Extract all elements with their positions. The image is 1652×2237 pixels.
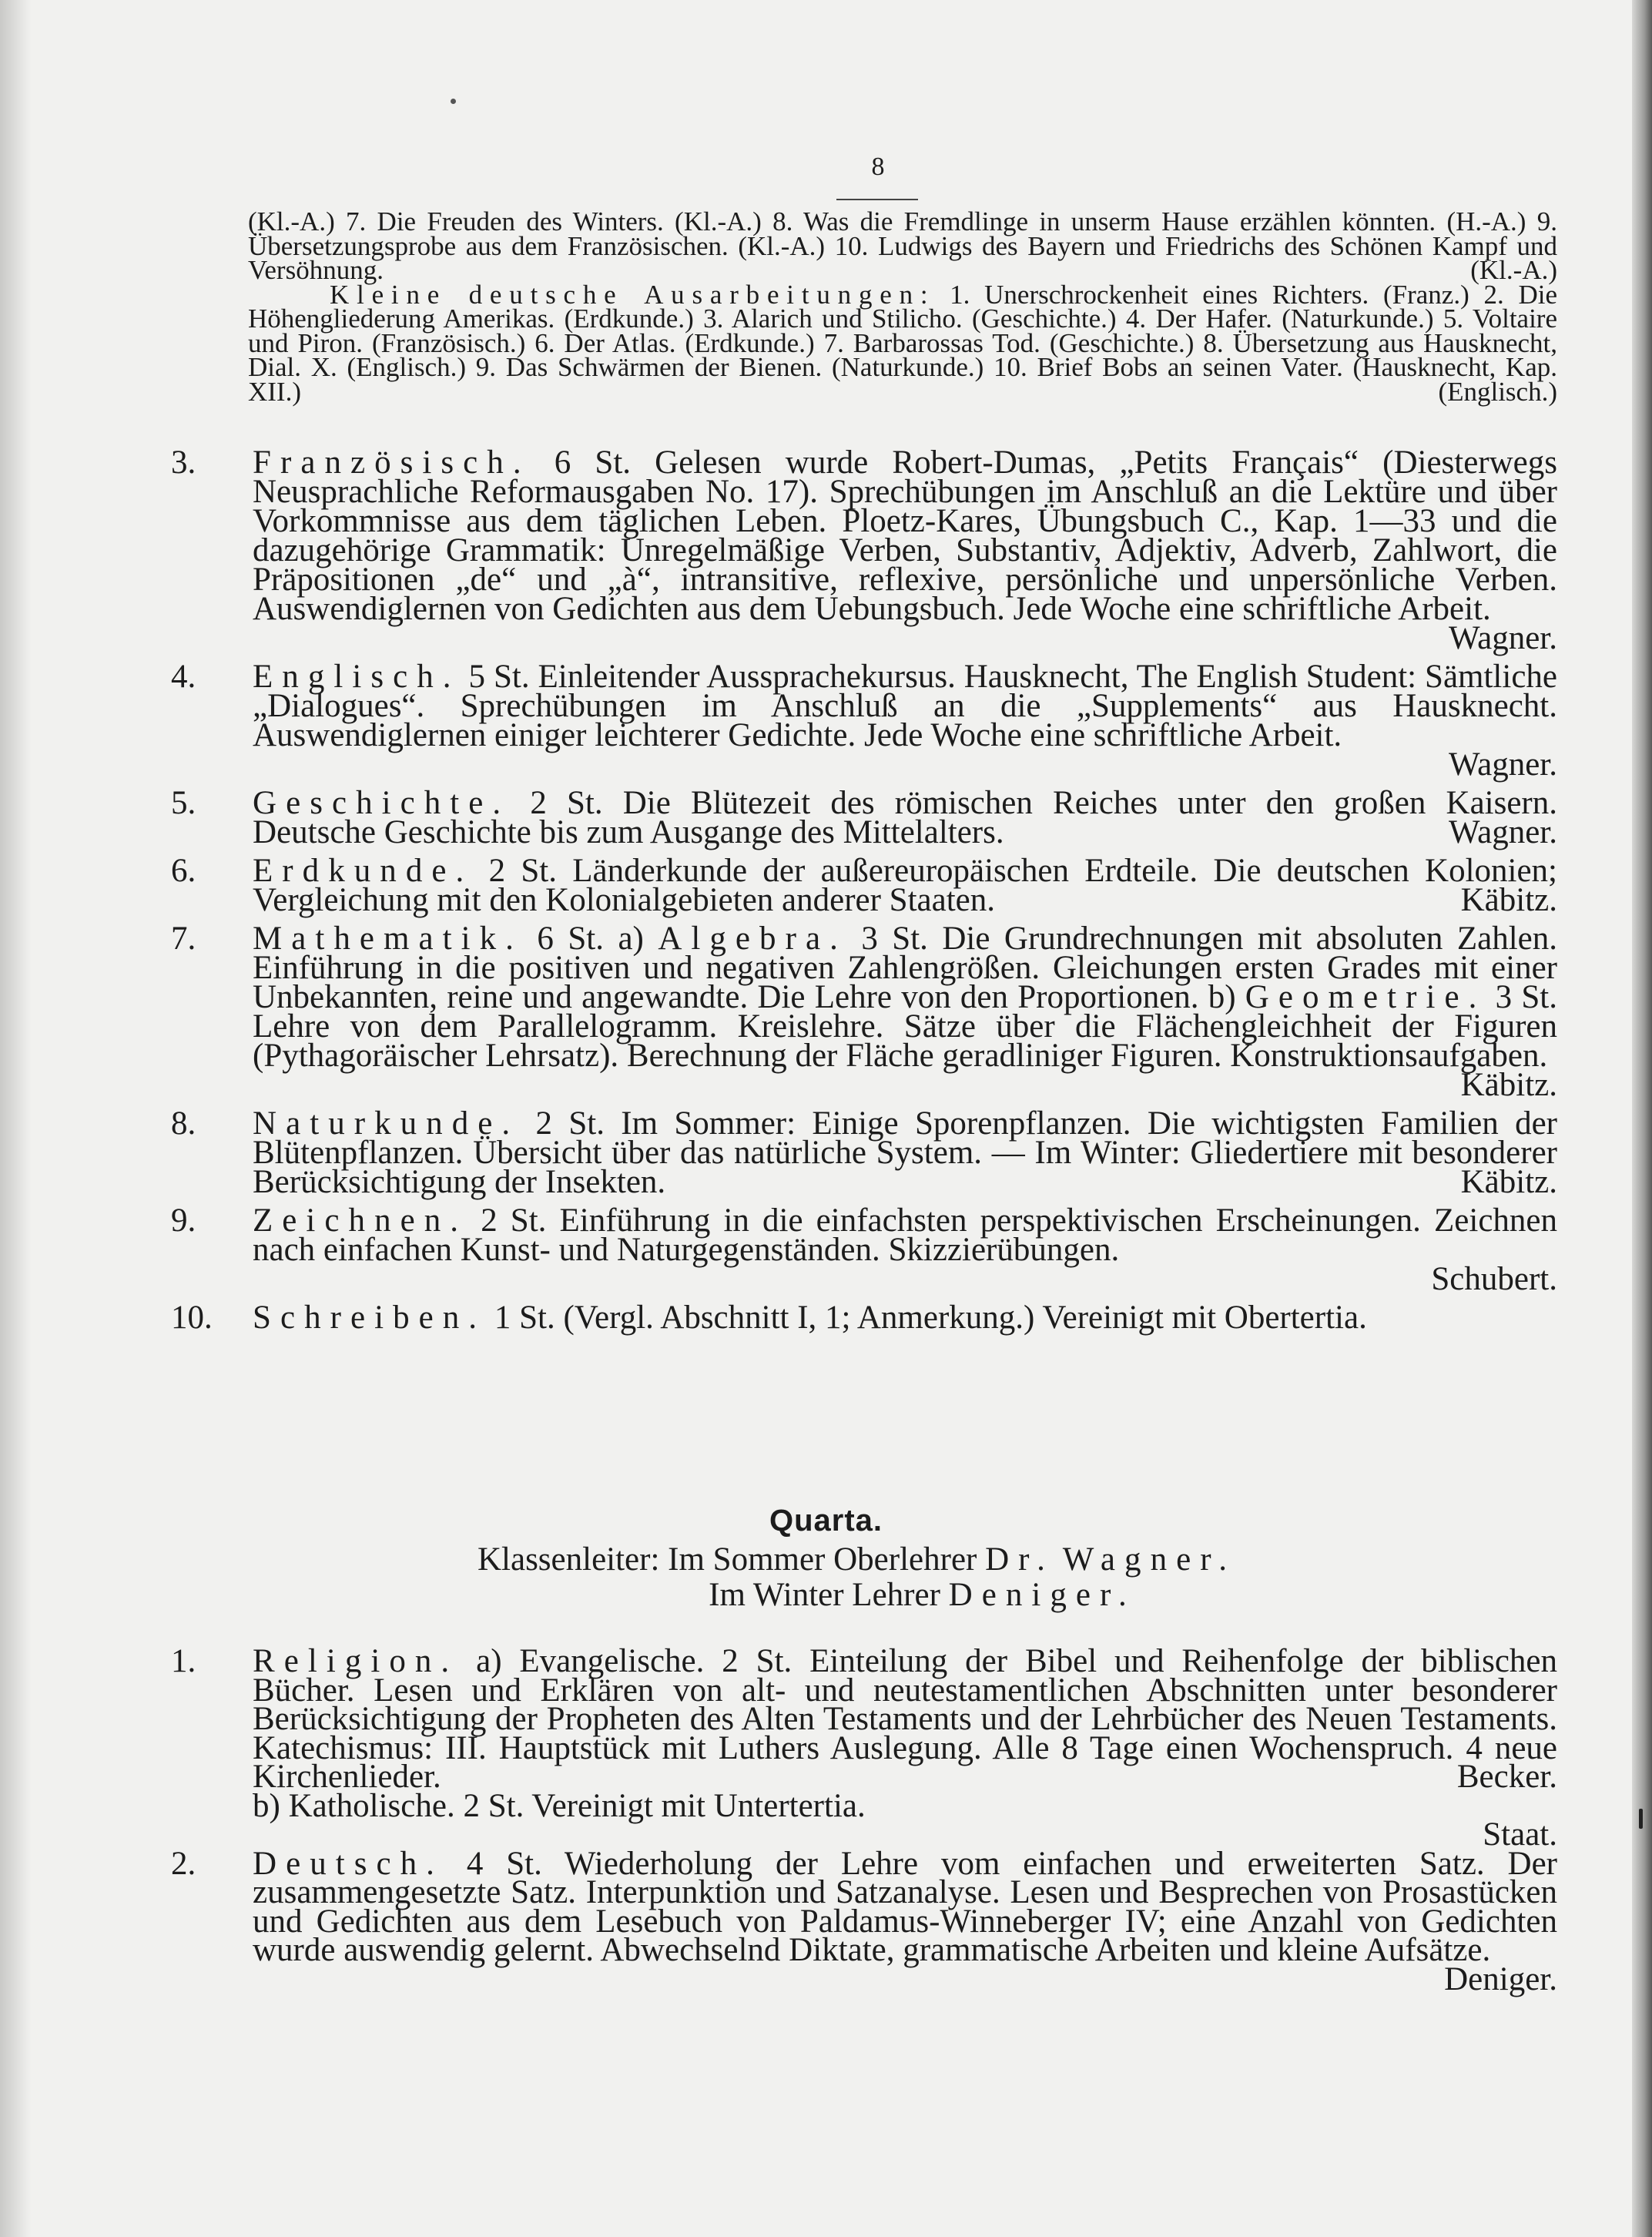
subject-item-deutsch — [171, 1845, 1557, 1997]
class-leader-line-1 — [0, 1542, 1652, 1578]
item-text: b) Katholische. 2 St. Vereinigt mit Untertertia. — [253, 1787, 866, 1824]
subject-title: Naturkunde. — [253, 1105, 520, 1142]
subject-title: Mathematik. — [253, 921, 523, 957]
page-number: 8 — [871, 153, 885, 181]
teacher-name: Wagner. — [1062, 1541, 1237, 1578]
item-body — [253, 1300, 1557, 1336]
item-text: 2 St. Einführung in die einfachsten perspektivischen Erscheinungen. Zeichnen nach einfachen Kunst- und Naturgegenständen. Skizzierübungen. — [253, 1202, 1557, 1268]
essay-list — [248, 206, 1557, 407]
item-number: 1. — [171, 1643, 196, 1679]
class-leader-text: Klassenleiter: Im Sommer Oberlehrer — [477, 1541, 986, 1578]
teacher-name: Wagner. — [1448, 746, 1557, 783]
subject-item-englisch — [171, 659, 1557, 783]
class-leader-info — [0, 1542, 1652, 1613]
subject-list-top — [171, 444, 1557, 1336]
small-essay-list-text: 1. Unerschrockenheit eines Richters. (Franz.) 2. Die Höhengliederung Amerikas. (Erdkunde.) 3. Alarich und Stilicho. (Geschichte.) 4. Der Hafer. (Naturkunde.) 5. Voltaire und Piron. (Französisch.) 6. Der Atlas. (Erdkunde.) 7. Barbarossas Tod. (Geschichte.) 8. Übersetzung aus Hausknecht, Dial. X. (Englisch.) 9. Das Schwärmen der Bienen. (Naturkunde.) 10. Brief Bobs an seinen Vater. (Hausknecht, Kap. XII.) (Englisch.) — [248, 279, 1557, 407]
item-body — [253, 1105, 1557, 1200]
class-leader-text: Im Winter Lehrer — [709, 1577, 949, 1613]
item-text: 6 St. a) — [522, 921, 658, 957]
subsection-algebra: Algebra. — [658, 921, 847, 957]
teacher-name: Wagner. — [1448, 620, 1557, 656]
subject-title: Schreiben. — [253, 1300, 487, 1336]
subject-item-franzoesisch — [171, 444, 1557, 656]
subsection-geometrie: Geometrie. — [1245, 979, 1486, 1015]
subject-item-erdkunde — [171, 853, 1557, 918]
item-text: 6 St. Gelesen wurde Robert-Dumas, „Petits Français“ (Diesterwegs Neusprachliche Reformausgaben No. 17). Sprechübungen im Anschluß an die Lektüre und über Vorkommnisse aus dem täglichen Leben. Ploetz-Kares, Übungsbuch C., Kap. 1—33 und die dazugehörige Grammatik: Unregelmäßige Verben, Substantiv, Adjektiv, Adverb, Zahlwort, die Präpositionen „de“ und „à“, intransitive, reflexive, persönliche und unpersönliche Verben. Auswendiglernen von Gedichten aus dem Uebungsbuch. Jede Woche eine schriftliche Arbeit. — [253, 444, 1557, 627]
page-number-rule — [836, 199, 918, 200]
item-text: 5 St. Einleitender Aussprachekursus. Hausknecht, The English Student: Sämtliche „Dialogues“. Sprechübungen im Anschluß an die „Supplements“ aus Hausknecht. Auswendiglernen einiger leichterer Gedichte. Jede Woche eine schriftliche Arbeit. — [253, 659, 1557, 753]
item-text: 1 St. (Vergl. Abschnitt I, 1; Anmerkung.) Vereinigt mit Obertertia. — [486, 1300, 1367, 1336]
item-body — [253, 853, 1557, 918]
item-text: 2 St. Länderkunde der außereuropäischen Erdteile. Die deutschen Kolonien; Vergleichung mit den Kolonialgebieten anderer Staaten. — [253, 853, 1557, 918]
page-shadow-left — [0, 0, 31, 2237]
subject-title: Deutsch. — [253, 1845, 444, 1882]
teacher-name: Deniger. — [1444, 1960, 1557, 1997]
class-leader-line-2 — [0, 1578, 1652, 1613]
subject-item-naturkunde — [171, 1105, 1557, 1200]
speck — [1639, 1809, 1643, 1829]
item-body — [253, 1202, 1557, 1297]
item-body — [253, 444, 1557, 656]
essay-list-paragraph: (Kl.-A.) 7. Die Freuden des Winters. (Kl.-A.) 8. Was die Fremdlinge in unserm Hause erzählen könnten. (H.-A.) 9. Übersetzungsprobe aus dem Französischen. (Kl.-A.) 10. Ludwigs des Bayern und Friedrichs des Schönen Kampf und Versöhnung. (Kl.-A.) — [248, 206, 1557, 285]
subject-title: Geschichte. — [253, 785, 511, 821]
item-number: 3. — [171, 444, 196, 481]
teacher-name: Wagner. — [1448, 814, 1557, 850]
subject-title: Religion. — [253, 1643, 459, 1679]
item-number: 5. — [171, 785, 196, 821]
item-number: 9. — [171, 1202, 196, 1239]
item-number: 4. — [171, 659, 196, 695]
item-text: a) Evangelische. 2 St. Einteilung der Bibel und Reihenfolge der biblischen Bücher. Lesen und Erklären von alt- und neutestamentlichen Abschnitten unter besonderer Berücksichtigung der Propheten des Alten Testaments und der Lehrbücher des Neuen Testaments. Katechismus: III. Hauptstück mit Luthers Auslegung. Alle 8 Tage einen Wochenspruch. 4 neue Kirchenlieder. — [253, 1643, 1557, 1795]
subject-title: Erdkunde. — [253, 853, 474, 889]
subject-list-quarta — [171, 1643, 1557, 1997]
item-text: 2 St. Im Sommer: Einige Sporenpflanzen. Die wichtigsten Familien der Blütenpflanzen. Übersicht über das natürliche System. — Im Winter: Gliedertiere mit besonderer Berücksichtigung der Insekten. — [253, 1105, 1557, 1200]
teacher-name: Käbitz. — [1460, 1067, 1557, 1103]
item-number: 6. — [171, 853, 196, 889]
subject-title: Französisch. — [253, 444, 531, 481]
teacher-name: Staat. — [1483, 1816, 1557, 1853]
item-number: 2. — [171, 1845, 196, 1882]
speck — [451, 99, 456, 104]
item-text: 3 St. Die Grundrechnungen mit absoluten Zahlen. Einführung in die positiven und negativen Zahlengrößen. Gleichungen ersten Grades mit einer Unbekannten, reine und angewandte. Die Lehre von den Proportionen. b) — [253, 921, 1557, 1015]
item-body — [253, 921, 1557, 1103]
item-text: 4 St. Wiederholung der Lehre vom einfachen und erweiterten Satz. Der zusammengesetzte Satz. Interpunktion und Satzanalyse. Lesen und Besprechen von Prosastücken und Gedichten aus dem Lesebuch von Paldamus-Winneberger IV; eine Anzahl von Gedichten wurde auswendig gelernt. Abwechselnd Diktate, grammatische Arbeiten und kleine Aufsätze. — [253, 1845, 1557, 1968]
page-edge-right — [1632, 0, 1652, 2237]
subject-item-mathematik — [171, 921, 1557, 1103]
item-number: 10. — [171, 1300, 213, 1336]
item-body — [253, 1643, 1557, 1853]
teacher-title: Dr. — [985, 1541, 1054, 1578]
item-text: 3 St. Lehre von dem Parallelogramm. Kreislehre. Sätze über die Flächengleichheit der Figuren (Pythagoräischer Lehrsatz). Berechnung der Fläche geradliniger Figuren. Konstruktionsaufgaben. — [253, 979, 1557, 1074]
small-essay-list-paragraph — [248, 279, 1557, 407]
subject-item-zeichnen — [171, 1202, 1557, 1297]
teacher-name: Schubert. — [1431, 1261, 1557, 1297]
item-number: 8. — [171, 1105, 196, 1142]
small-essay-heading: Kleine deutsche Ausarbeitungen: — [330, 279, 936, 310]
section-heading — [0, 1504, 1652, 1538]
subject-item-religion — [171, 1643, 1557, 1853]
item-body — [253, 1845, 1557, 1997]
subject-title: Englisch. — [253, 659, 461, 695]
item-body — [253, 785, 1557, 850]
section-title: Quarta. — [769, 1504, 883, 1538]
subject-title: Zeichnen. — [253, 1202, 468, 1239]
teacher-name: Becker. — [1456, 1759, 1557, 1795]
subject-item-geschichte — [171, 785, 1557, 850]
teacher-name: Käbitz. — [1460, 1164, 1557, 1200]
item-body — [253, 659, 1557, 783]
teacher-name: Deniger. — [948, 1577, 1136, 1613]
item-text: 2 St. Die Blütezeit des römischen Reiches unter den großen Kaisern. Deutsche Geschichte bis zum Ausgange des Mittelalters. — [253, 785, 1557, 850]
subject-item-schreiben — [171, 1300, 1557, 1336]
teacher-name: Käbitz. — [1460, 882, 1557, 918]
item-number: 7. — [171, 921, 196, 957]
